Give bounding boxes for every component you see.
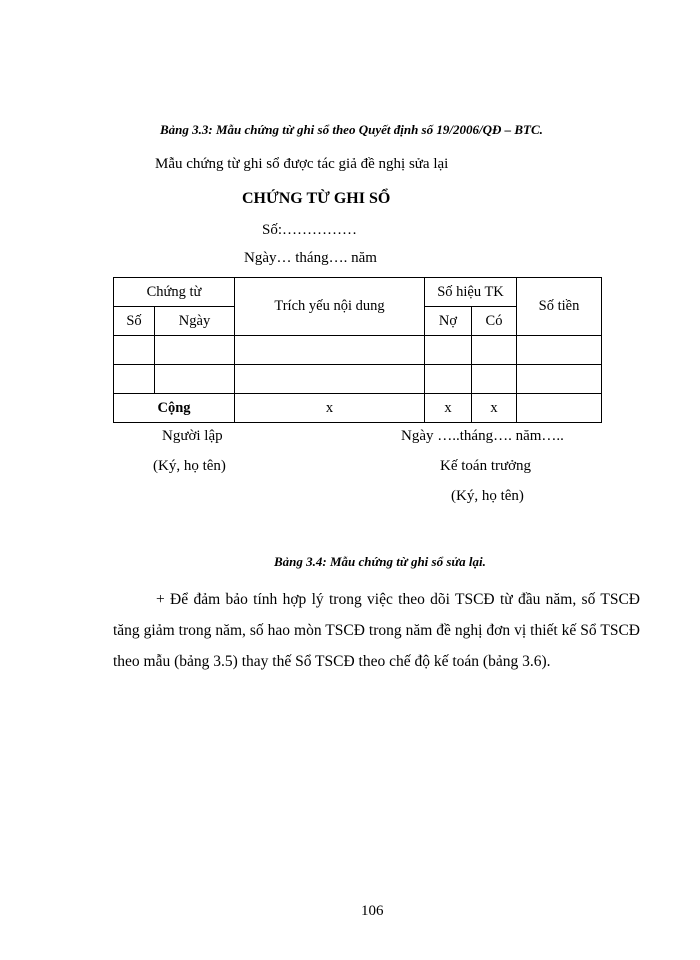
header-so: Số <box>114 307 155 336</box>
header-chung-tu: Chứng từ <box>114 278 235 307</box>
table-cell <box>235 365 425 394</box>
header-trich-yeu: Trích yếu nội dung <box>235 278 425 336</box>
voucher-table <box>113 277 602 423</box>
table-cell <box>517 365 602 394</box>
table-cell <box>472 365 517 394</box>
table-cell <box>155 365 235 394</box>
total-co: x <box>472 394 517 423</box>
page-number: 106 <box>361 903 384 919</box>
accountant-title: Kế toán trưởng <box>440 458 532 474</box>
total-no: x <box>425 394 472 423</box>
table-cell <box>425 365 472 394</box>
form-title: CHỨNG TỪ GHI SỔ <box>242 190 391 207</box>
header-no: Nợ <box>425 307 472 336</box>
total-so-tien <box>517 394 602 423</box>
table-cell <box>517 336 602 365</box>
accountant-note: (Ký, họ tên) <box>451 488 524 504</box>
preparer-title: Người lập <box>162 428 223 444</box>
table-total-row <box>114 394 602 423</box>
table-caption-3-3: Bảng 3.3: Mẫu chứng từ ghi sổ theo Quyết định số 19/2006/QĐ – BTC. <box>160 122 543 137</box>
header-so-tien: Số tiền <box>517 278 602 336</box>
header-ngay: Ngày <box>155 307 235 336</box>
table-caption-3-4: Bảng 3.4: Mẫu chứng từ ghi sổ sửa lại. <box>274 554 486 569</box>
table-header-row-1 <box>114 278 602 307</box>
total-trich-yeu: x <box>235 394 425 423</box>
table-cell <box>114 365 155 394</box>
body-paragraph: + Để đảm bảo tính hợp lý trong việc theo dõi TSCĐ từ đầu năm, số TSCĐ tăng giảm trong năm, số hao mòn TSCĐ trong năm đề nghị đơn vị thiết kế Sổ TSCĐ theo mẫu (bảng 3.5) thay thế Sổ TSCĐ theo chế độ kế toán (bảng 3.6). <box>113 591 640 670</box>
form-date-line: Ngày… tháng…. năm <box>244 250 377 266</box>
intro-text: Mẫu chứng từ ghi sổ được tác giả đề nghị sửa lại <box>155 156 449 172</box>
header-co: Có <box>472 307 517 336</box>
table-cell <box>235 336 425 365</box>
header-so-hieu-tk: Số hiệu TK <box>425 278 517 307</box>
table-cell <box>472 336 517 365</box>
table-cell <box>114 336 155 365</box>
total-label: Cộng <box>114 394 235 423</box>
table-row <box>114 336 602 365</box>
preparer-note: (Ký, họ tên) <box>153 458 226 474</box>
table-row <box>114 365 602 394</box>
form-number-line: Số:…………… <box>262 222 358 238</box>
table-cell <box>425 336 472 365</box>
sign-date-line: Ngày …..tháng…. năm….. <box>401 428 564 444</box>
table-cell <box>155 336 235 365</box>
